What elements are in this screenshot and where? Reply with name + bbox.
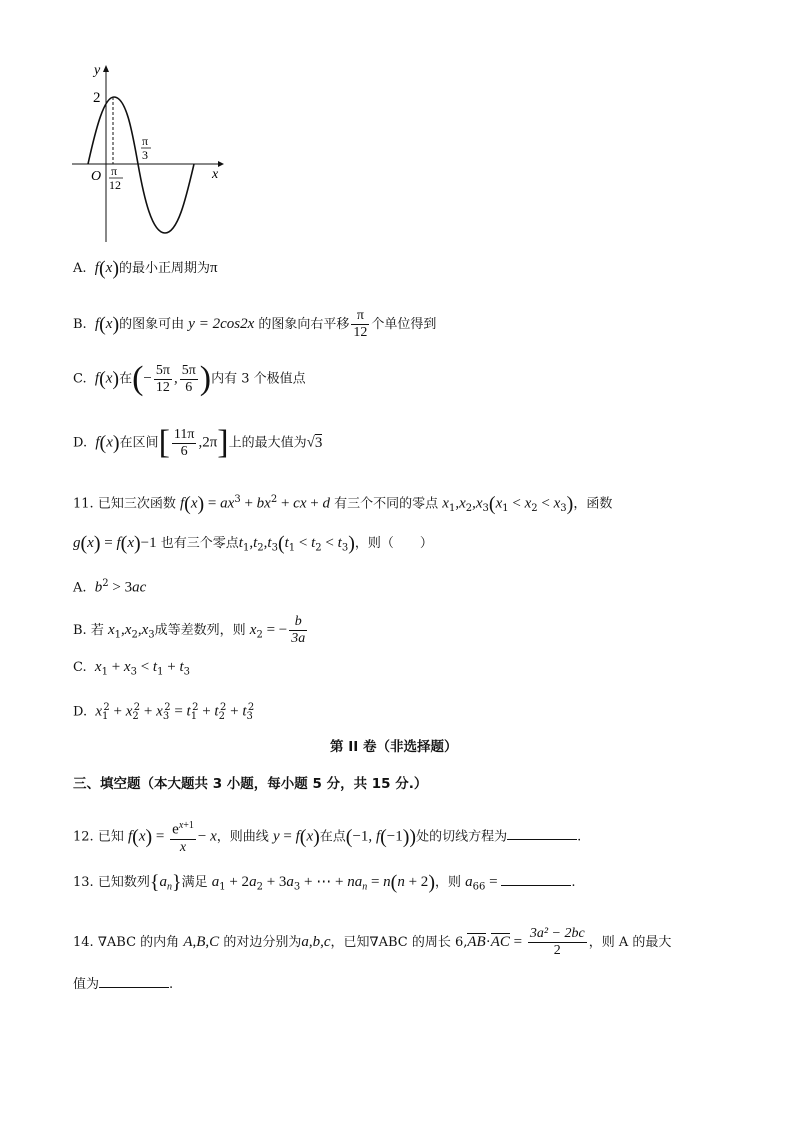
q13: 13. 已知数列$\{a_n\}$满足 $a_1 + 2a_2 + 3a_3$ + ⋯ + $na_n = n(n + 2)$，则 $a_{66}$ = . (73, 871, 576, 894)
q14-line2: 值为 . (73, 977, 174, 992)
q14-line1: 14. ∇ABC 的内角 A,B,C 的对边分别为a,b,c，已知∇ABC 的周长 6,AB·AC = $\frac{\text{3a² − 2bc}}{2}$ ，则 A 的最大 (73, 926, 672, 958)
q11-option-c[interactable]: C. $x_1 + x_3 < t_1 + t_3$ (73, 659, 190, 678)
x-axis-label: x (212, 167, 219, 182)
tick-pi12-num: π (111, 164, 118, 178)
q10-option-c[interactable]: C. f(x)在(− $\frac{5\pi}{12}$ , $\frac{5\pi}{6}$ )内有 3 个极值点 (73, 360, 306, 397)
part2-title: 第 II 卷（非选择题） (330, 739, 458, 755)
q10-option-d[interactable]: D. f(x)在区间[ $\frac{11\pi}{6}$ ,2π]上的最大值为√3 (73, 424, 323, 461)
answer-blank[interactable] (507, 827, 577, 840)
y-axis-arrow (103, 65, 109, 72)
tick-pi3-num: π (142, 134, 149, 148)
origin-label: O (91, 169, 102, 184)
y-axis-label: y (94, 63, 101, 78)
q10-option-a[interactable]: A. f(x)的最小正周期为π (73, 257, 218, 280)
q11-option-a[interactable]: A. $b^2 > 3ac$ (73, 578, 147, 596)
section3-title: 三、填空题（本大题共 3 小题，每小题 5 分，共 15 分.） (73, 776, 428, 792)
q11-option-b[interactable]: B. 若 $x_1,x_2,x_3$成等差数列，则 $x_2$ = − $\frac{b}{3a}$ (73, 614, 306, 646)
q12: 12. 已知 f(x) = $\frac{e^{x+1}}{x}$ − x，则曲线 y = f(x)在点(−1, f(−1))处的切线方程为 . (73, 820, 582, 855)
x-axis-arrow (218, 161, 224, 167)
sine-graph (66, 58, 231, 248)
sine-curve (88, 97, 194, 233)
fraction: $\frac{\pi}{12}$ (353, 308, 368, 340)
tick-pi12-den: 12 (109, 178, 121, 192)
answer-blank[interactable] (501, 873, 571, 886)
q11-stem-line2: g(x) = f(x)−1 也有三个零点$t_1,t_2,t_3(t_1 < t_2 < t_3)$，则（ ） (73, 532, 433, 555)
y-max-label: 2 (93, 90, 101, 106)
tick-pi3-den: 3 (142, 148, 148, 162)
answer-blank[interactable] (99, 975, 169, 988)
q11-option-d[interactable]: D. $x_1^2 + x_2^2 + x_3^2 = t_1^2 + t_2^2 + t_3^2$ (73, 702, 255, 722)
q11-stem-line1: 11. 已知三次函数 $f(x) = ax^3 + bx^2$ + cx + d 有三个不同的零点 $x_1,x_2,x_3(x_1 < x_2 < x_3)$，函数 (73, 492, 613, 515)
q10-option-b[interactable]: B. f(x)的图象可由 y = 2cos2x 的图象向右平移 $\frac{\pi}{12}$ 个单位得到 (73, 308, 437, 340)
